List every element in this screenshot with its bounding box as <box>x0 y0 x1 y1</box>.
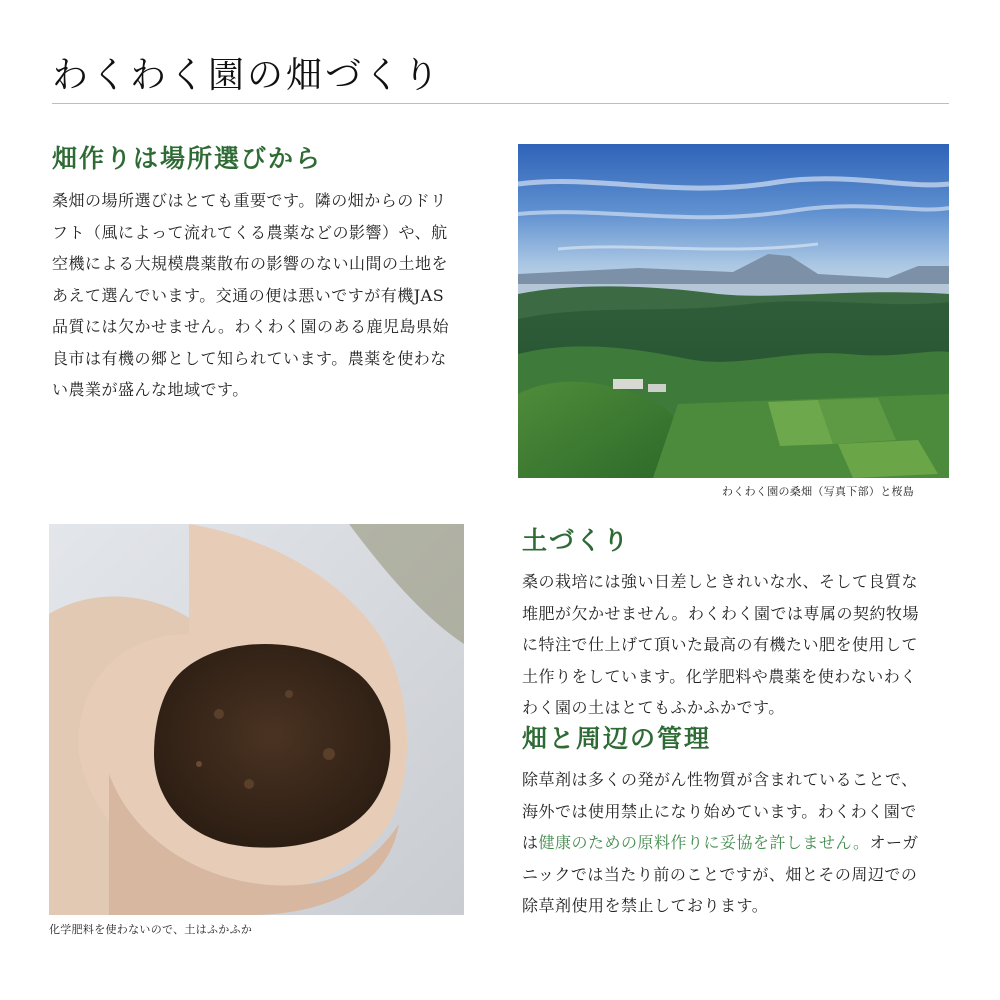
management-text-highlight: 健康のための原料作りに妥協を許しません。 <box>538 833 870 852</box>
management-text-after: オーガニックでは当たり前のことですが、畑とその周辺での除草剤使用を禁止しております。 <box>522 833 919 915</box>
soil-hands-photo <box>49 524 464 915</box>
section-heading-location: 畑作りは場所選びから <box>52 144 323 173</box>
title-divider <box>52 103 949 104</box>
management-text-before: 除草剤は多くの発がん性物質が含まれていることで、海外では使用禁止になり始めています。わくわく園では <box>522 770 918 852</box>
page-title: わくわく園の畑づくり <box>52 55 443 96</box>
soil-hands-illustration <box>49 524 464 915</box>
section-body-location: 桑畑の場所選びはとても重要です。隣の畑からのドリフト（風によって流れてくる農薬などの影響）や、航空機による大規模農薬散布の影響のない山間の土地をあえて選んでいます。交通の便は悪いですが有機JAS品質には欠かせません。わくわく園のある鹿児島県始良市は有機の郷として知られています。農薬を使わない農業が盛んな地域です。 <box>52 191 449 399</box>
section-heading-management: 畑と周辺の管理 <box>522 724 712 753</box>
soil-photo-caption: 化学肥料を使わないので、土はふかふか <box>49 923 253 936</box>
landscape-photo-illustration <box>518 144 949 478</box>
section-body-soil: 桑の栽培には強い日差しときれいな水、そして良質な堆肥が欠かせません。わくわく園では専属の契約牧場に特注で仕上げて頂いた最高の有機たい肥を使用して土作りをしています。化学肥料や農薬を使わないわくわく園の土はとてもふかふかです。 <box>522 572 919 717</box>
landscape-photo <box>518 144 949 478</box>
section-heading-soil: 土づくり <box>522 526 631 555</box>
landscape-photo-caption: わくわく園の桑畑（写真下部）と桜島 <box>722 485 915 498</box>
section-body-management <box>522 764 930 922</box>
